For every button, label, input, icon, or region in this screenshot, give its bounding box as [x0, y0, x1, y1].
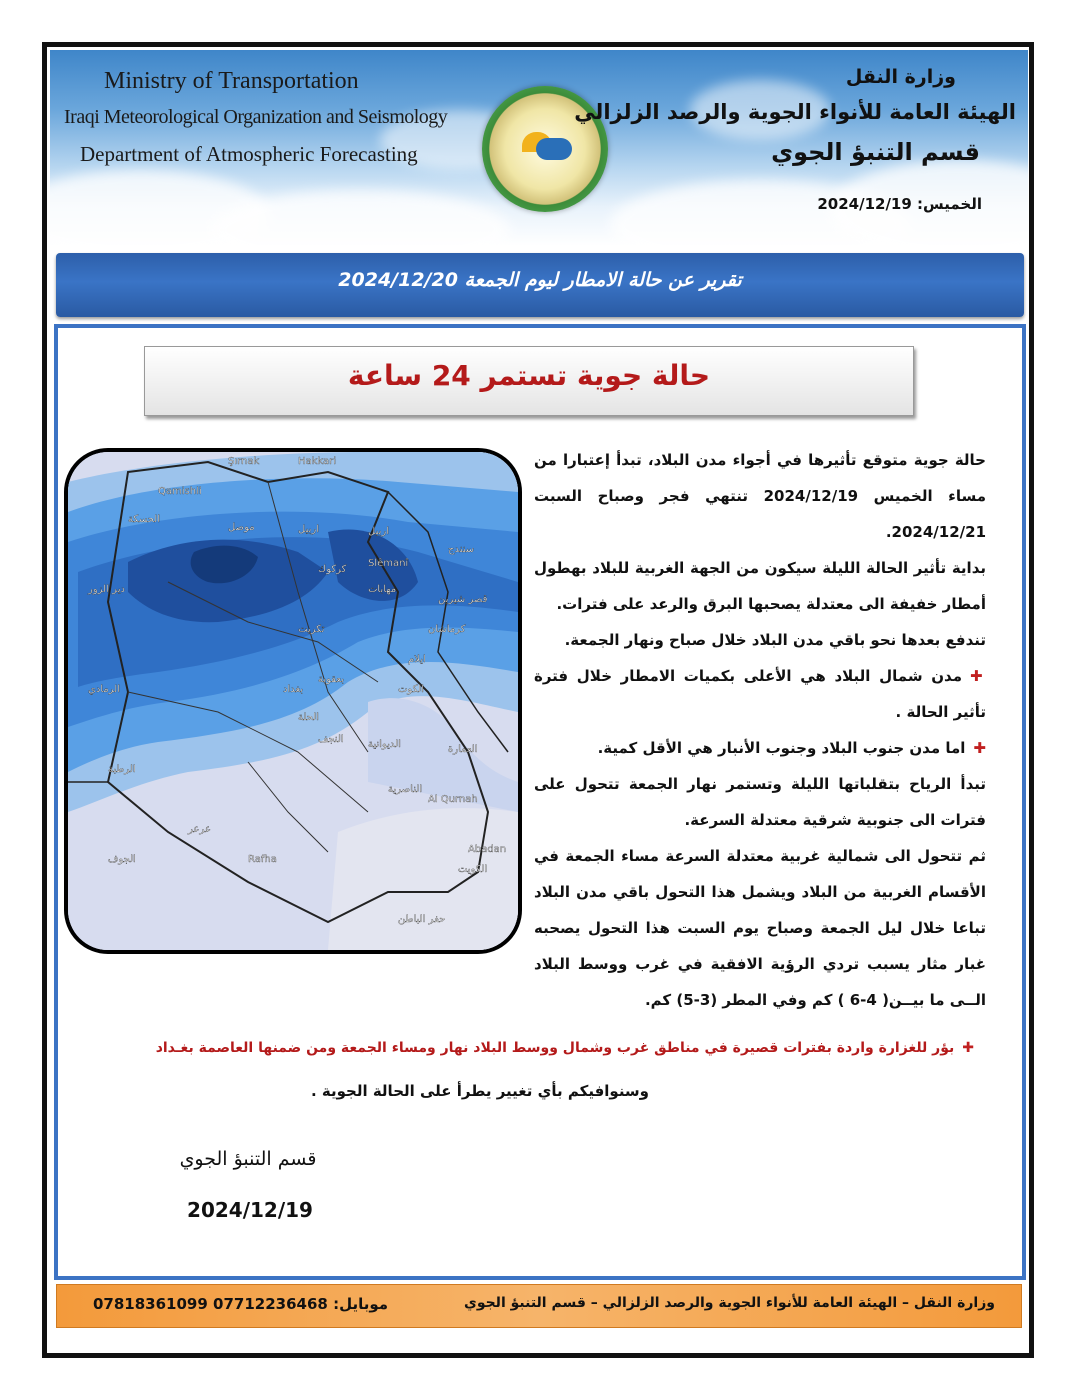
- title-box: [144, 346, 914, 416]
- bullet-south: [534, 730, 986, 766]
- issue-date: الخميس: 2024/12/19: [817, 195, 982, 213]
- map-label: الكوت: [398, 684, 424, 695]
- letterhead: [50, 50, 1028, 246]
- map-label: بغداد: [283, 684, 304, 695]
- map-label: Rafha: [248, 854, 277, 865]
- map-label: الديوانية: [368, 739, 401, 750]
- organization-ar: الهيئة العامة للأنواء الجوية والرصد الزلزالي: [574, 100, 1016, 124]
- map-label: ايلام: [408, 654, 426, 665]
- map-label: Abadan: [468, 844, 507, 855]
- map-label: بعقوبة: [318, 674, 344, 685]
- map-label: مهابات: [368, 584, 397, 595]
- map-label: النجف: [318, 734, 344, 745]
- map-label: الكويت: [458, 864, 488, 875]
- paragraph-onset: حالة جوية متوقع تأثيرها في أجواء مدن البلاد، تبدأ إعتبارا من مساء الخميس 2024/12/19 تنتهي فجر وصباح السبت 2024/12/21.: [534, 451, 987, 541]
- department-en: Department of Atmospheric Forecasting: [80, 142, 418, 166]
- map-label: الجوف: [108, 854, 136, 865]
- paragraph-wind: تبدأ الرياح بتقلباتها الليلة وتستمر نهار الجمعة تتحول على فترات الى جنوبية شرقية معتدلة السرعة.: [534, 775, 986, 829]
- paragraph-start: بداية تأثير الحالة الليلة سيكون من الجهة الغربية للبلاد بهطول أمطار خفيفة الى معتدلة يصحبها البرق والرعد على فترات.: [534, 559, 986, 613]
- signature-dept: قسم التنبؤ الجوي: [179, 1148, 317, 1170]
- map-label: قصر شيرين: [438, 594, 488, 605]
- organization-en: Iraqi Meteorological Organization and Seismology: [64, 106, 448, 128]
- report-body: [534, 442, 986, 1018]
- footer-bar: [56, 1284, 1022, 1328]
- banner-text: تقرير عن حالة الامطار ليوم الجمعة 2024/12/20: [338, 269, 742, 291]
- map-label: اربيل: [298, 524, 319, 535]
- map-label: الحسكة: [128, 514, 161, 525]
- report-banner: [56, 253, 1024, 317]
- footer-org: وزارة النقل – الهيئة العامة للأنواء الجوية والرصد الزلزالي – قسم التنبؤ الجوي: [463, 1295, 995, 1311]
- department-ar: قسم التنبؤ الجوي: [771, 138, 980, 166]
- map-label: كركوك: [318, 564, 347, 575]
- heavy-rain-text: بؤر للغزارة واردة بفترات قصيرة في مناطق غرب وشمال ووسط البلاد نهار ومساء الجمعة ومن ضمنها العاصمة بغـداد: [155, 1040, 955, 1056]
- footer-phones: موبايل: 07712236468 07818361099: [93, 1295, 389, 1313]
- map-label: سنندج: [448, 544, 475, 555]
- map-label: Hakkari: [298, 456, 337, 467]
- map-label: عرعر: [188, 824, 211, 835]
- heavy-rain-bullet: [118, 1040, 974, 1056]
- map-label: Qamishli: [158, 486, 202, 497]
- bullet-icon: ✚: [973, 739, 986, 757]
- map-label: حفر الباطن: [398, 914, 446, 925]
- closing-line: وسنوافيكم بأي تغيير يطرأ على الحالة الجوية .: [310, 1082, 650, 1100]
- map-label: دير الزور: [88, 584, 125, 595]
- map-label: Al Qurnah: [428, 794, 478, 805]
- bullet-north-text: مدن شمال البلاد هي الأعلى بكميات الامطار خلال فترة تأثير الحالة .: [534, 667, 986, 721]
- ministry-ar: وزارة النقل: [845, 66, 956, 88]
- page-title: حالة جوية تستمر 24 ساعة: [347, 359, 711, 392]
- rain-map-graphic: [68, 452, 518, 950]
- bullet-icon: ✚: [962, 1040, 974, 1056]
- map-label: الناصرية: [388, 784, 423, 795]
- bullet-icon: ✚: [969, 667, 986, 685]
- bullet-south-text: اما مدن جنوب البلاد وجنوب الأنبار هي الأقل كمية.: [597, 739, 966, 757]
- ministry-en: Ministry of Transportation: [104, 68, 359, 94]
- map-label: اربيل: [368, 526, 389, 537]
- paragraph-dust: ثم تتحول الى شمالية غربية معتدلة السرعة مساء الجمعة في الأقسام الغربية من البلاد ويشمل هذا التحول باقي مدن البلاد تباعا خلال ليل الجمعة وصباح يوم السبت هذا التحول يصحبه غبار مثار يسبب تردي الرؤية الافقية في غرب ووسط البلاد الــى ما بيــن( 4-6 ) كم وفي المطر (3-5) كم.: [534, 847, 986, 1009]
- map-label: العمارة: [448, 744, 478, 755]
- map-label: موصل: [228, 522, 255, 533]
- map-label: Şırnak: [228, 456, 260, 467]
- map-label: تكريت: [298, 624, 325, 635]
- map-label: كرماشان: [428, 624, 466, 635]
- rain-map: [64, 448, 522, 954]
- map-label: الرطبة: [108, 764, 136, 775]
- bullet-north: [534, 658, 986, 730]
- paragraph-spread: تندفع بعدها نحو باقي مدن البلاد خلال صباح ونهار الجمعة.: [564, 631, 986, 649]
- map-label: Slêmanî: [368, 558, 409, 569]
- signature-date: 2024/12/19: [187, 1198, 313, 1222]
- cloud-icon: [536, 138, 572, 160]
- map-label: الحلة: [298, 712, 319, 723]
- map-label: الرمادي: [88, 684, 121, 695]
